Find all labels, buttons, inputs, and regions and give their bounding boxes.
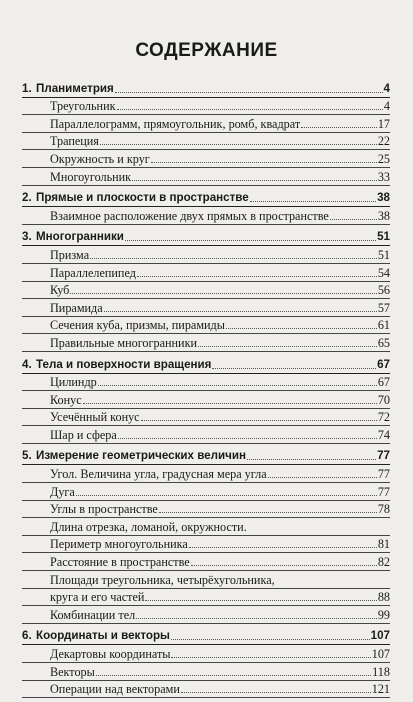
toc-section <box>22 448 390 624</box>
dot-leader <box>132 179 377 181</box>
entry-title: Взаимное расположение двух прямых в пространстве <box>50 208 329 223</box>
entry-title: Углы в пространстве <box>50 502 158 517</box>
entry-page-number: 65 <box>377 335 390 350</box>
dot-leader <box>141 419 377 421</box>
section-page-number: 77 <box>377 449 390 463</box>
dot-leader <box>151 161 377 163</box>
toc-section <box>22 356 390 444</box>
toc-entry <box>22 115 390 133</box>
entry-page-number: 70 <box>377 392 390 407</box>
entry-page-number: 81 <box>377 537 390 552</box>
entry-page-number: 56 <box>377 283 390 298</box>
entry-page-number: 61 <box>377 318 390 333</box>
dot-leader <box>98 384 377 386</box>
dot-leader <box>247 458 376 460</box>
entry-title: Комбинации тел <box>50 607 136 622</box>
section-page-number: 38 <box>377 191 390 205</box>
entry-title: Сечения куба, призмы, пирамиды <box>50 318 225 333</box>
section-page-number: 51 <box>377 230 390 244</box>
entry-page-number: 51 <box>377 247 390 262</box>
entry-title: Угол. Величина угла, градусная мера угла <box>50 467 267 482</box>
entry-title: Параллелепипед <box>50 265 136 280</box>
entry-page-number: 121 <box>371 682 390 697</box>
entry-title: Окружность и круг <box>50 151 150 166</box>
toc-entry <box>22 536 390 554</box>
entry-title: Призма <box>50 247 90 262</box>
entry-title: Треугольник <box>50 99 116 114</box>
toc-entry <box>22 589 390 607</box>
entry-page-number: 17 <box>377 116 390 131</box>
section-title: Планиметрия <box>36 81 114 95</box>
section-title: Многогранники <box>36 230 124 244</box>
entry-title: Трапеция <box>50 134 99 149</box>
section-title: Измерение геометрических величин <box>36 449 246 463</box>
entry-page-number: 78 <box>377 502 390 517</box>
entry-title: Многоугольник <box>50 169 132 184</box>
entry-title: Периметр многоугольника <box>50 537 188 552</box>
toc-entry <box>22 553 390 571</box>
toc-entry <box>22 98 390 116</box>
toc-entry <box>22 606 390 624</box>
dot-leader <box>212 367 376 369</box>
dot-leader <box>226 327 377 329</box>
entry-page-number: 88 <box>377 590 390 605</box>
entry-page-number: 22 <box>377 134 390 149</box>
toc-section <box>22 628 390 698</box>
toc-entry <box>22 334 390 352</box>
toc-entry <box>22 317 390 335</box>
dot-leader <box>250 200 376 202</box>
dot-leader <box>189 546 377 548</box>
entry-title: Операции над векторами <box>50 682 180 697</box>
entry-page-number: 77 <box>377 467 390 482</box>
dot-leader <box>96 674 371 676</box>
toc-entry <box>22 246 390 264</box>
toc-entry <box>22 409 390 427</box>
dot-leader <box>181 691 371 693</box>
entry-title: круга и его частей <box>50 590 145 605</box>
toc-entry <box>22 501 390 519</box>
toc-entry <box>22 207 390 225</box>
section-title: Координаты и векторы <box>36 629 170 643</box>
toc-entry <box>22 391 390 409</box>
toc-section-heading <box>22 356 390 374</box>
dot-leader <box>70 292 376 294</box>
entry-page-number: 67 <box>377 375 390 390</box>
toc-entry <box>22 465 390 483</box>
toc-entry <box>22 426 390 444</box>
entry-title: Конус <box>50 392 82 407</box>
toc-section-heading <box>22 80 390 98</box>
toc-entry <box>22 681 390 699</box>
toc-entry <box>22 663 390 681</box>
entry-page-number: 99 <box>377 607 390 622</box>
dot-leader <box>76 494 377 496</box>
dot-leader <box>104 310 377 312</box>
dot-leader <box>90 257 377 259</box>
page-title: СОДЕРЖАНИЕ <box>135 40 278 61</box>
entry-page-number: 118 <box>372 664 390 679</box>
toc-section-heading <box>22 448 390 466</box>
entry-title: Шар и сфера <box>50 427 117 442</box>
toc-entry <box>22 133 390 151</box>
toc-section <box>22 229 390 352</box>
dot-leader <box>136 617 377 619</box>
dot-leader <box>117 108 383 110</box>
section-number: 5. <box>22 449 32 463</box>
toc-entry <box>22 518 390 536</box>
section-title: Прямые и плоскости в пространстве <box>36 191 249 205</box>
dot-leader <box>191 564 377 566</box>
entry-page-number: 4 <box>383 99 390 114</box>
entry-page-number: 77 <box>377 484 390 499</box>
entry-page-number: 74 <box>377 427 390 442</box>
section-number: 2. <box>22 191 32 205</box>
table-of-contents <box>22 80 390 702</box>
section-page-number: 4 <box>383 81 390 95</box>
toc-entry <box>22 483 390 501</box>
toc-entry <box>22 374 390 392</box>
toc-entry <box>22 645 390 663</box>
dot-leader <box>83 402 377 404</box>
entry-title: Длина отрезка, ломаной, окружности. <box>50 519 247 534</box>
dot-leader <box>301 126 377 128</box>
toc-section-heading <box>22 229 390 247</box>
toc-section-heading <box>22 628 390 646</box>
dot-leader <box>171 656 370 658</box>
entry-page-number: 82 <box>377 555 390 570</box>
entry-page-number: 38 <box>377 208 390 223</box>
toc-entry <box>22 150 390 168</box>
dot-leader <box>159 511 377 513</box>
dot-leader <box>115 91 383 93</box>
section-number: 1. <box>22 81 32 95</box>
entry-title: Декартовы координаты <box>50 647 171 661</box>
entry-title: Правильные многогранники <box>50 335 198 350</box>
dot-leader <box>137 275 377 277</box>
entry-title: Дуга <box>50 484 75 499</box>
entry-title: Цилиндр <box>50 375 97 390</box>
entry-title: Куб <box>50 283 70 298</box>
dot-leader <box>171 638 370 640</box>
entry-page-number: 33 <box>377 169 390 184</box>
dot-leader <box>330 218 377 220</box>
entry-page-number: 25 <box>377 151 390 166</box>
entry-title: Векторы <box>50 664 95 679</box>
dot-leader <box>268 476 377 478</box>
entry-page-number: 72 <box>377 410 390 425</box>
entry-title: Расстояние в пространстве <box>50 555 190 570</box>
toc-entry <box>22 282 390 300</box>
toc-entry <box>22 299 390 317</box>
entry-title: Пирамида <box>50 300 103 315</box>
section-number: 6. <box>22 629 32 643</box>
section-title: Тела и поверхности вращения <box>36 357 212 371</box>
toc-entry <box>22 168 390 186</box>
toc-section-heading <box>22 190 390 208</box>
toc-section <box>22 190 390 225</box>
toc-entry <box>22 571 390 589</box>
dot-leader <box>145 599 376 601</box>
section-number: 3. <box>22 230 32 244</box>
dot-leader <box>118 437 377 439</box>
entry-page-number: 54 <box>377 265 390 280</box>
entry-page-number: 57 <box>377 300 390 315</box>
toc-entry <box>22 264 390 282</box>
dot-leader <box>100 143 377 145</box>
section-number: 4. <box>22 357 32 371</box>
section-page-number: 67 <box>377 357 390 371</box>
entry-page-number: 107 <box>371 647 390 661</box>
dot-leader <box>198 345 377 347</box>
entry-title: Параллелограмм, прямоугольник, ромб, квадрат <box>50 116 301 131</box>
dot-leader <box>125 239 376 241</box>
section-page-number: 107 <box>370 629 390 643</box>
entry-title: Площади треугольника, четырёхугольника, <box>50 572 275 587</box>
toc-section <box>22 80 390 186</box>
entry-title: Усечённый конус <box>50 410 140 425</box>
